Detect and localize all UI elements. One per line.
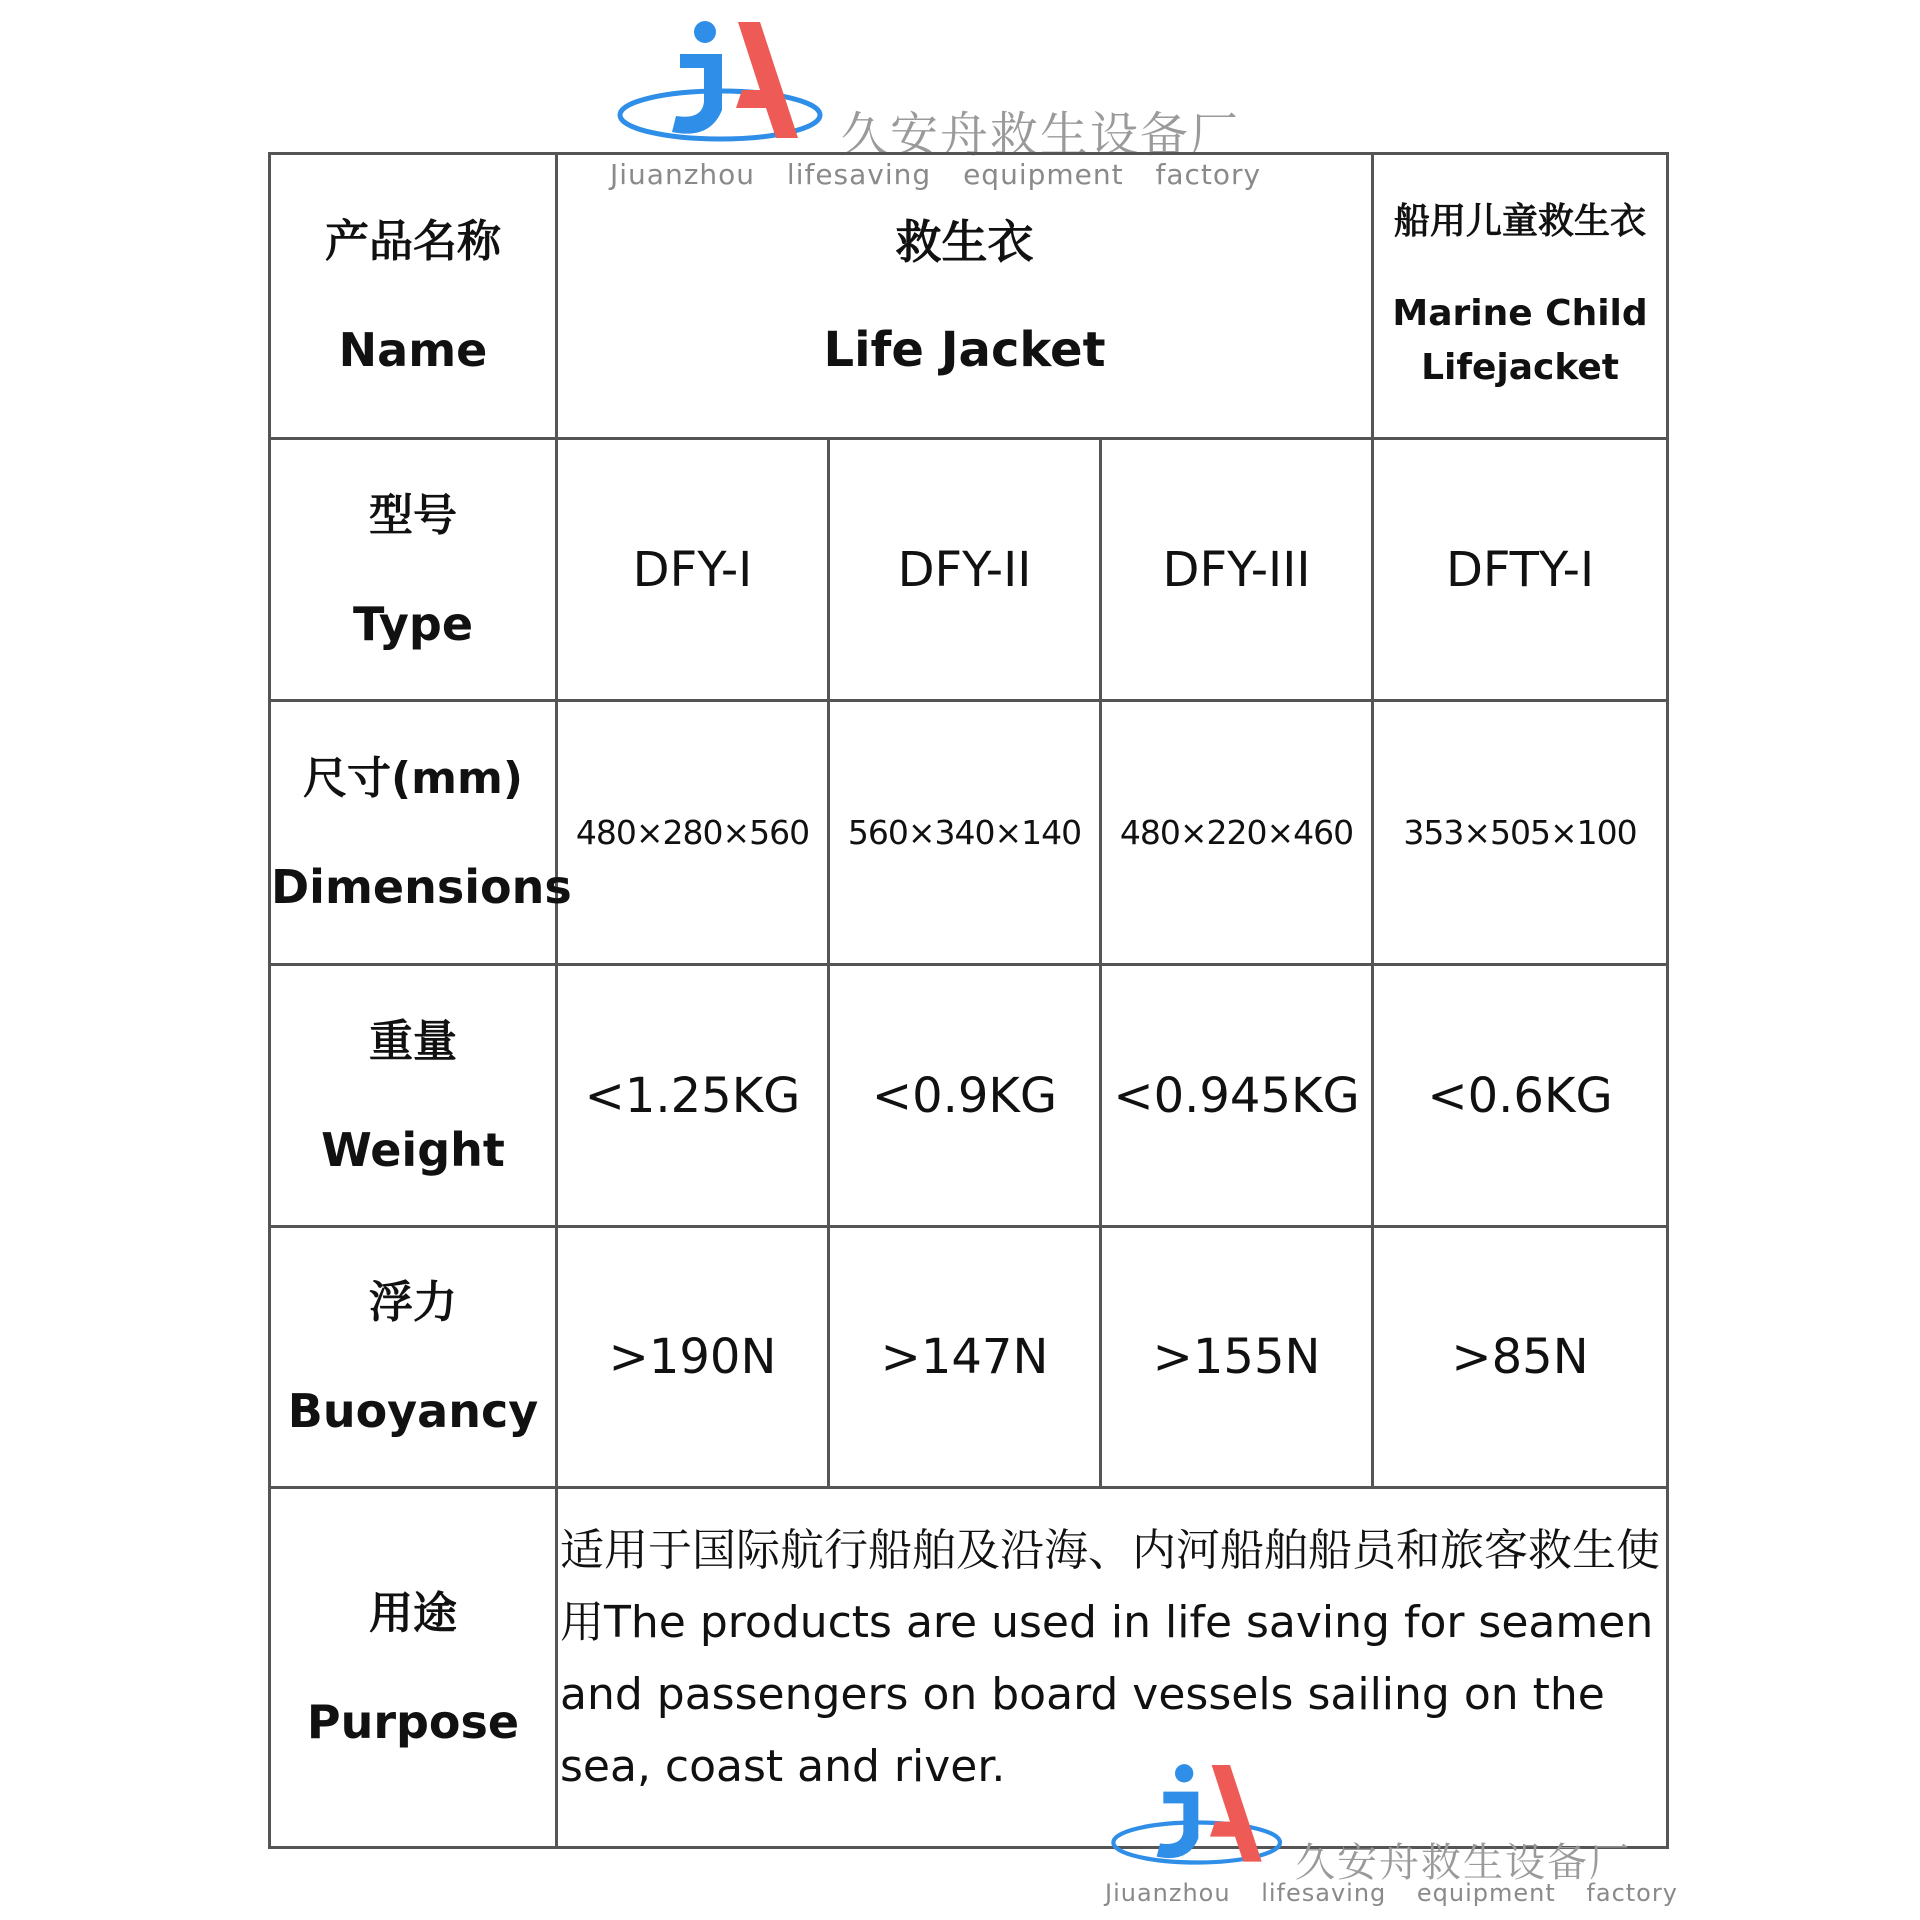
company-logo-top [610, 10, 1262, 191]
name-label-en: Name [338, 323, 488, 377]
life-jacket-cell [557, 154, 1373, 439]
purpose-text: 适用于国际航行船舶及沿海、内河船舶船员和旅客救生使用The products are used in life saving for seamen and passengers on board vessels sailing on the sea, coast and river. [557, 1488, 1668, 1848]
product-name-en: Life Jacket [823, 322, 1106, 378]
company-name-en: Jiuanzhou lifesaving equipment factory [610, 158, 1262, 191]
weight-label-cell [270, 965, 557, 1227]
weight-value: <0.9KG [829, 965, 1101, 1227]
type-value: DFY-III [1101, 439, 1373, 701]
name-label-cn: 产品名称 [325, 216, 501, 267]
type-row [270, 439, 1668, 701]
purpose-label-cell [270, 1488, 557, 1848]
dimensions-value: 353×505×100 [1373, 701, 1668, 965]
purpose-label-en: Purpose [306, 1694, 520, 1749]
weight-value: <1.25KG [557, 965, 829, 1227]
buoyancy-label-cell [270, 1227, 557, 1488]
dimensions-value: 480×220×460 [1101, 701, 1373, 965]
weight-label-cn: 重量 [369, 1015, 457, 1067]
dimensions-value: 560×340×140 [829, 701, 1101, 965]
buoyancy-value: >155N [1101, 1227, 1373, 1488]
dimensions-label-cn: 尺寸(mm) [303, 752, 523, 804]
purpose-row [270, 1488, 1668, 1848]
type-value: DFY-I [557, 439, 829, 701]
ja-logo-icon [1105, 1755, 1305, 1880]
buoyancy-row [270, 1227, 1668, 1488]
buoyancy-value: >190N [557, 1227, 829, 1488]
buoyancy-label-en: Buoyancy [287, 1384, 539, 1438]
type-label-cn: 型号 [369, 489, 457, 541]
name-row [270, 154, 1668, 439]
buoyancy-value: >85N [1373, 1227, 1668, 1488]
type-label-cell [270, 439, 557, 701]
company-name-en: Jiuanzhou lifesaving equipment factory [1105, 1879, 1678, 1907]
product-name-cn: 救生衣 [895, 215, 1034, 269]
type-value: DFY-II [829, 439, 1101, 701]
weight-value: <0.945KG [1101, 965, 1373, 1227]
dimensions-row [270, 701, 1668, 965]
child-product-name-cn: 船用儿童救生衣 [1394, 201, 1647, 242]
weight-value: <0.6KG [1373, 965, 1668, 1227]
purpose-label-cn: 用途 [369, 1587, 457, 1639]
company-name-cn: 久安舟救生设备厂 [840, 107, 1241, 163]
type-label-en: Type [352, 596, 474, 651]
ja-logo-icon [610, 10, 850, 160]
dimensions-value: 480×280×560 [557, 701, 829, 965]
buoyancy-value: >147N [829, 1227, 1101, 1488]
weight-row [270, 965, 1668, 1227]
company-name-cn: 久安舟救生设备厂 [1295, 1840, 1631, 1886]
spec-table [268, 152, 1669, 1849]
child-product-name-en: Marine Child Lifejacket [1392, 293, 1648, 388]
buoyancy-label-cn: 浮力 [369, 1277, 457, 1328]
child-lifejacket-cell [1373, 154, 1668, 439]
company-logo-bottom [1105, 1755, 1678, 1907]
dimensions-label-cell [270, 701, 572, 965]
weight-label-en: Weight [321, 1122, 505, 1177]
dimensions-label-en: Dimensions [271, 859, 572, 914]
type-value: DFTY-I [1373, 439, 1668, 701]
name-label-cell [270, 154, 557, 439]
